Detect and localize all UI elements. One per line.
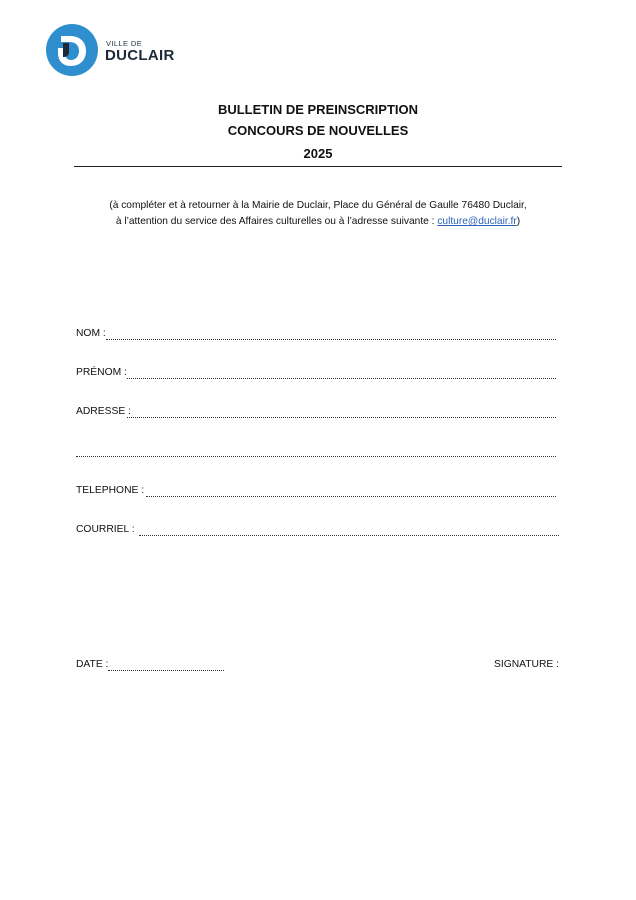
prenom-label: PRÉNOM :	[76, 367, 127, 378]
adresse-label: ADRESSE :	[76, 406, 131, 417]
intro-line-2	[74, 214, 562, 230]
adresse-line-2-field[interactable]	[76, 456, 556, 457]
date-label: DATE :	[76, 659, 109, 670]
telephone-field[interactable]	[146, 496, 556, 497]
date-field[interactable]	[108, 670, 224, 671]
intro-line-1: (à compléter et à retourner à la Mairie de Duclair, Place du Général de Gaulle 76480 Duclair,	[109, 200, 527, 211]
email-link[interactable]: culture@duclair.fr	[437, 216, 517, 227]
title-line-1: BULLETIN DE PREINSCRIPTION	[217, 102, 419, 117]
nom-field[interactable]	[106, 339, 556, 340]
intro-line-2-suffix: )	[516, 216, 521, 227]
title-line-3: 2025	[303, 146, 333, 161]
courriel-field[interactable]	[139, 535, 559, 536]
adresse-field[interactable]	[127, 417, 556, 418]
duclair-logo-icon	[46, 24, 98, 76]
telephone-label: TELEPHONE :	[76, 485, 145, 496]
nom-label: NOM :	[76, 328, 106, 339]
signature-label: SIGNATURE :	[493, 659, 559, 670]
logo-ville-de-text: VILLE DE	[106, 39, 143, 48]
prenom-field[interactable]	[127, 378, 556, 379]
ville-de-duclair-logo	[46, 24, 206, 78]
intro-line-2-text: à l’attention du service des Affaires culturelles ou à l’adresse suivante :	[115, 216, 438, 227]
header-divider	[74, 166, 562, 167]
logo-duclair-text: DUCLAIR	[105, 47, 175, 64]
courriel-label: COURRIEL :	[76, 524, 135, 535]
title-line-2: CONCOURS DE NOUVELLES	[227, 123, 409, 138]
